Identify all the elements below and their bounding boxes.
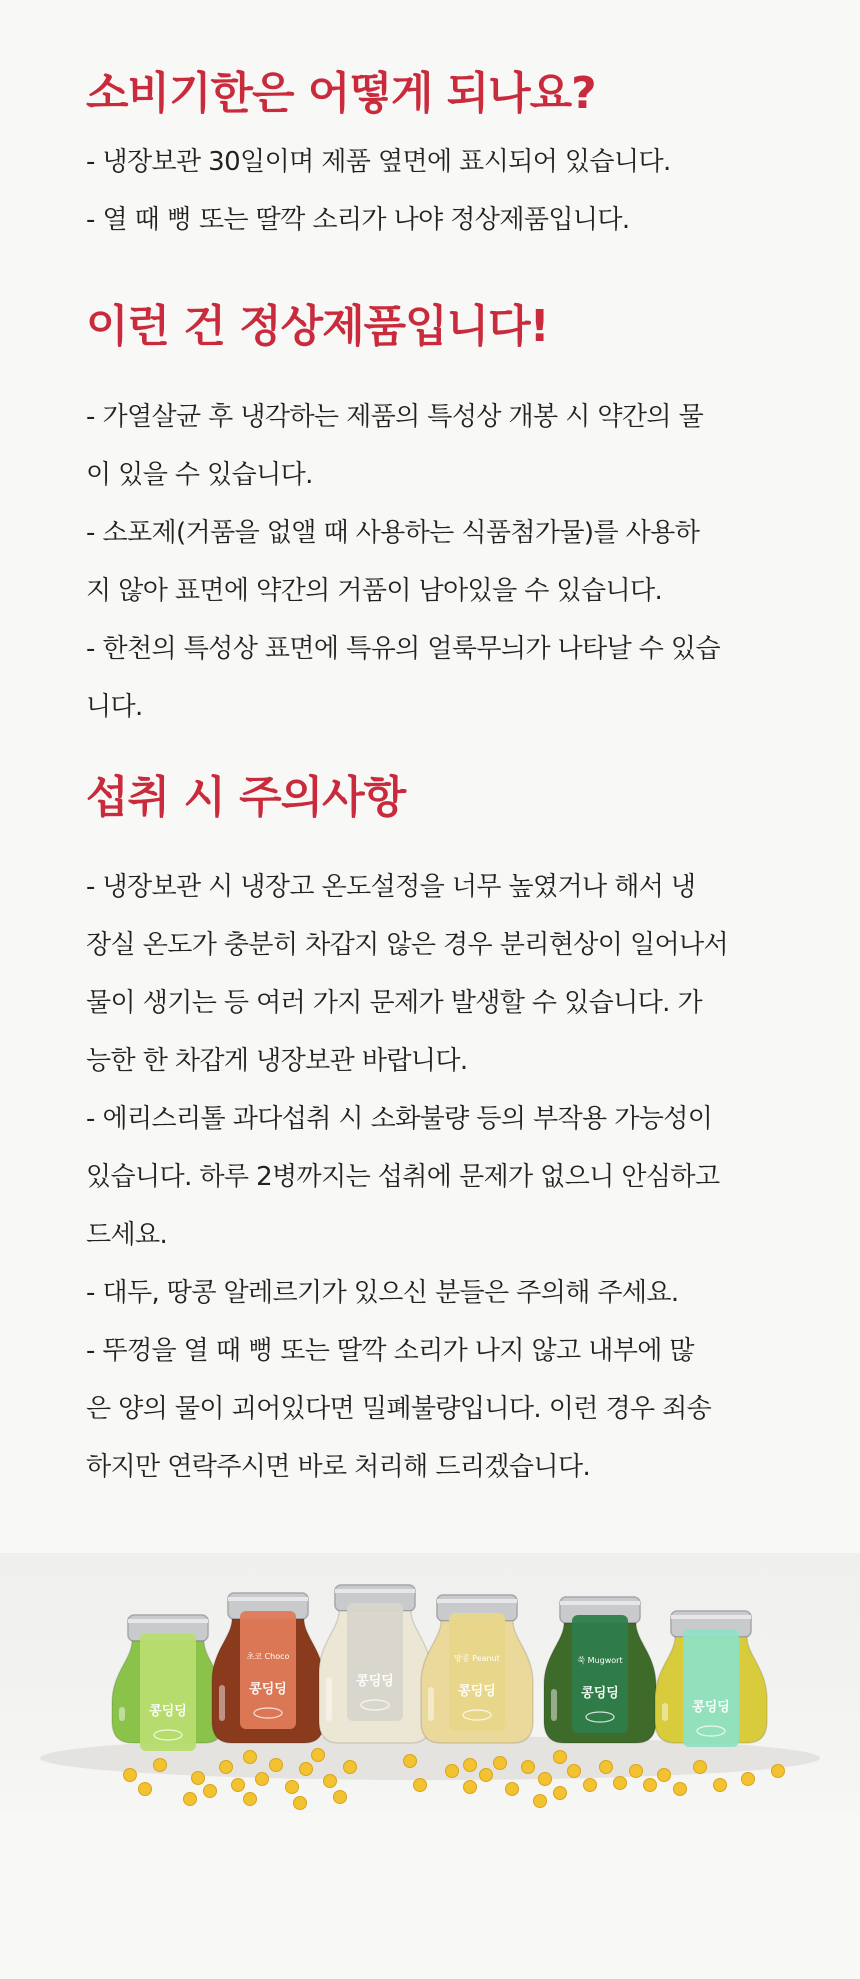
body-line: - 가열살균 후 냉각하는 제품의 특성상 개봉 시 약간의 물	[86, 401, 704, 432]
jar-label	[140, 1633, 196, 1751]
body-line: 니다.	[86, 691, 143, 722]
soybean	[154, 1759, 167, 1772]
soybean	[324, 1775, 337, 1788]
section-title-normal-product: 이런 건 정상제품입니다!	[86, 300, 549, 352]
pudding-jar	[655, 1611, 767, 1747]
soybean	[494, 1757, 507, 1770]
soybean	[674, 1783, 687, 1796]
jar-lid-highlight	[560, 1601, 640, 1605]
body-line: - 냉장보관 30일이며 제품 옆면에 표시되어 있습니다.	[86, 146, 671, 177]
jar-lid-highlight	[671, 1615, 751, 1619]
body-line: 물이 생기는 등 여러 가지 문제가 발생할 수 있습니다. 가	[86, 988, 702, 1019]
soybean	[334, 1791, 347, 1804]
body-line: 있습니다. 하루 2병까지는 섭취에 문제가 없으니 안심하고	[86, 1162, 720, 1193]
soybean	[554, 1751, 567, 1764]
soybean	[644, 1779, 657, 1792]
soybean	[124, 1769, 137, 1782]
soybean	[600, 1761, 613, 1774]
pudding-jar	[112, 1615, 224, 1751]
body-line: - 에리스리톨 과다섭취 시 소화불량 등의 부작용 가능성이	[86, 1104, 713, 1135]
body-line: 드세요.	[86, 1220, 168, 1251]
jar-lid-highlight	[335, 1589, 415, 1593]
soybean	[772, 1765, 785, 1778]
jar-label	[572, 1615, 628, 1733]
soybean	[480, 1769, 493, 1782]
soybean	[204, 1785, 217, 1798]
soybean	[220, 1761, 233, 1774]
pudding-jar	[544, 1597, 656, 1743]
soybean	[742, 1773, 755, 1786]
jar-label	[683, 1629, 739, 1747]
body-line: 이 있을 수 있습니다.	[86, 459, 313, 490]
soybean	[294, 1797, 307, 1810]
soybean	[506, 1783, 519, 1796]
soybean	[244, 1751, 257, 1764]
soybean	[714, 1779, 727, 1792]
jar-brand-text: 콩딩딩	[458, 1684, 496, 1699]
soybean	[446, 1765, 459, 1778]
product-lineup-photo	[0, 1553, 860, 1813]
soybean	[522, 1761, 535, 1774]
body-line: - 뚜껑을 열 때 뻥 또는 딸깍 소리가 나지 않고 내부에 많	[86, 1336, 694, 1367]
body-line: - 열 때 뻥 또는 딸깍 소리가 나야 정상제품입니다.	[86, 204, 630, 235]
pudding-jar	[212, 1593, 324, 1743]
jar-lid-highlight	[128, 1619, 208, 1623]
soybean	[404, 1755, 417, 1768]
jar-brand-text: 콩딩딩	[581, 1686, 619, 1701]
soybean	[232, 1779, 245, 1792]
soybean	[244, 1793, 257, 1806]
soybean	[630, 1765, 643, 1778]
soybean	[312, 1749, 325, 1762]
pudding-jar	[421, 1595, 533, 1743]
soybean	[286, 1781, 299, 1794]
soybean	[270, 1759, 283, 1772]
soybean	[184, 1793, 197, 1806]
pudding-jars-illustration	[0, 1553, 860, 1813]
body-line: 은 양의 물이 괴어있다면 밀폐불량입니다. 이런 경우 죄송	[86, 1394, 712, 1425]
body-line: 하지만 연락주시면 바로 처리해 드리겠습니다.	[86, 1452, 591, 1483]
soybean	[414, 1779, 427, 1792]
soybean	[344, 1761, 357, 1774]
body-line: - 냉장보관 시 냉장고 온도설정을 너무 높였거나 해서 냉	[86, 872, 696, 903]
section-title-precautions: 섭취 시 주의사항	[86, 771, 406, 823]
soybean	[658, 1769, 671, 1782]
body-line: - 소포제(거품을 없앨 때 사용하는 식품첨가물)를 사용하	[86, 517, 700, 548]
jar-label	[240, 1611, 296, 1729]
soybean	[554, 1787, 567, 1800]
soybean	[694, 1761, 707, 1774]
section-body-expiry	[86, 133, 774, 249]
body-line: 지 않아 표면에 약간의 거품이 남아있을 수 있습니다.	[86, 575, 663, 606]
jar-flavor-text: 땅콩 Peanut	[454, 1654, 500, 1663]
section-body-normal-product	[86, 388, 774, 736]
soybean	[300, 1763, 313, 1776]
soybean	[139, 1783, 152, 1796]
section-title-expiry: 소비기한은 어떻게 되나요?	[86, 68, 596, 119]
jar-brand-text: 콩딩딩	[149, 1704, 187, 1719]
jar-brand-text: 콩딩딩	[249, 1682, 287, 1697]
soybean	[539, 1773, 552, 1786]
soybean	[568, 1765, 581, 1778]
section-body-precautions	[86, 858, 774, 1496]
body-line: 장실 온도가 충분히 차갑지 않은 경우 분리현상이 일어나서	[86, 930, 729, 961]
soybean	[584, 1779, 597, 1792]
body-line: - 대두, 땅콩 알레르기가 있으신 분들은 주의해 주세요.	[86, 1278, 679, 1309]
jar-flavor-text: 초코 Choco	[246, 1652, 290, 1661]
jar-brand-text: 콩딩딩	[356, 1674, 394, 1689]
pudding-jar	[319, 1585, 431, 1743]
body-line: 능한 한 차갑게 냉장보관 바랍니다.	[86, 1046, 468, 1077]
jar-brand-text: 콩딩딩	[692, 1700, 730, 1715]
body-line: - 한천의 특성상 표면에 특유의 얼룩무늬가 나타날 수 있습	[86, 633, 720, 664]
jar-label	[449, 1613, 505, 1731]
soybean	[534, 1795, 547, 1808]
soybean	[614, 1777, 627, 1790]
soybean	[256, 1773, 269, 1786]
soybean	[464, 1781, 477, 1794]
jar-lid-highlight	[228, 1597, 308, 1601]
jar-label	[347, 1603, 403, 1721]
jar-lid-highlight	[437, 1599, 517, 1603]
soybean	[192, 1772, 205, 1785]
soybean	[464, 1759, 477, 1772]
jar-flavor-text: 쑥 Mugwort	[577, 1656, 623, 1665]
